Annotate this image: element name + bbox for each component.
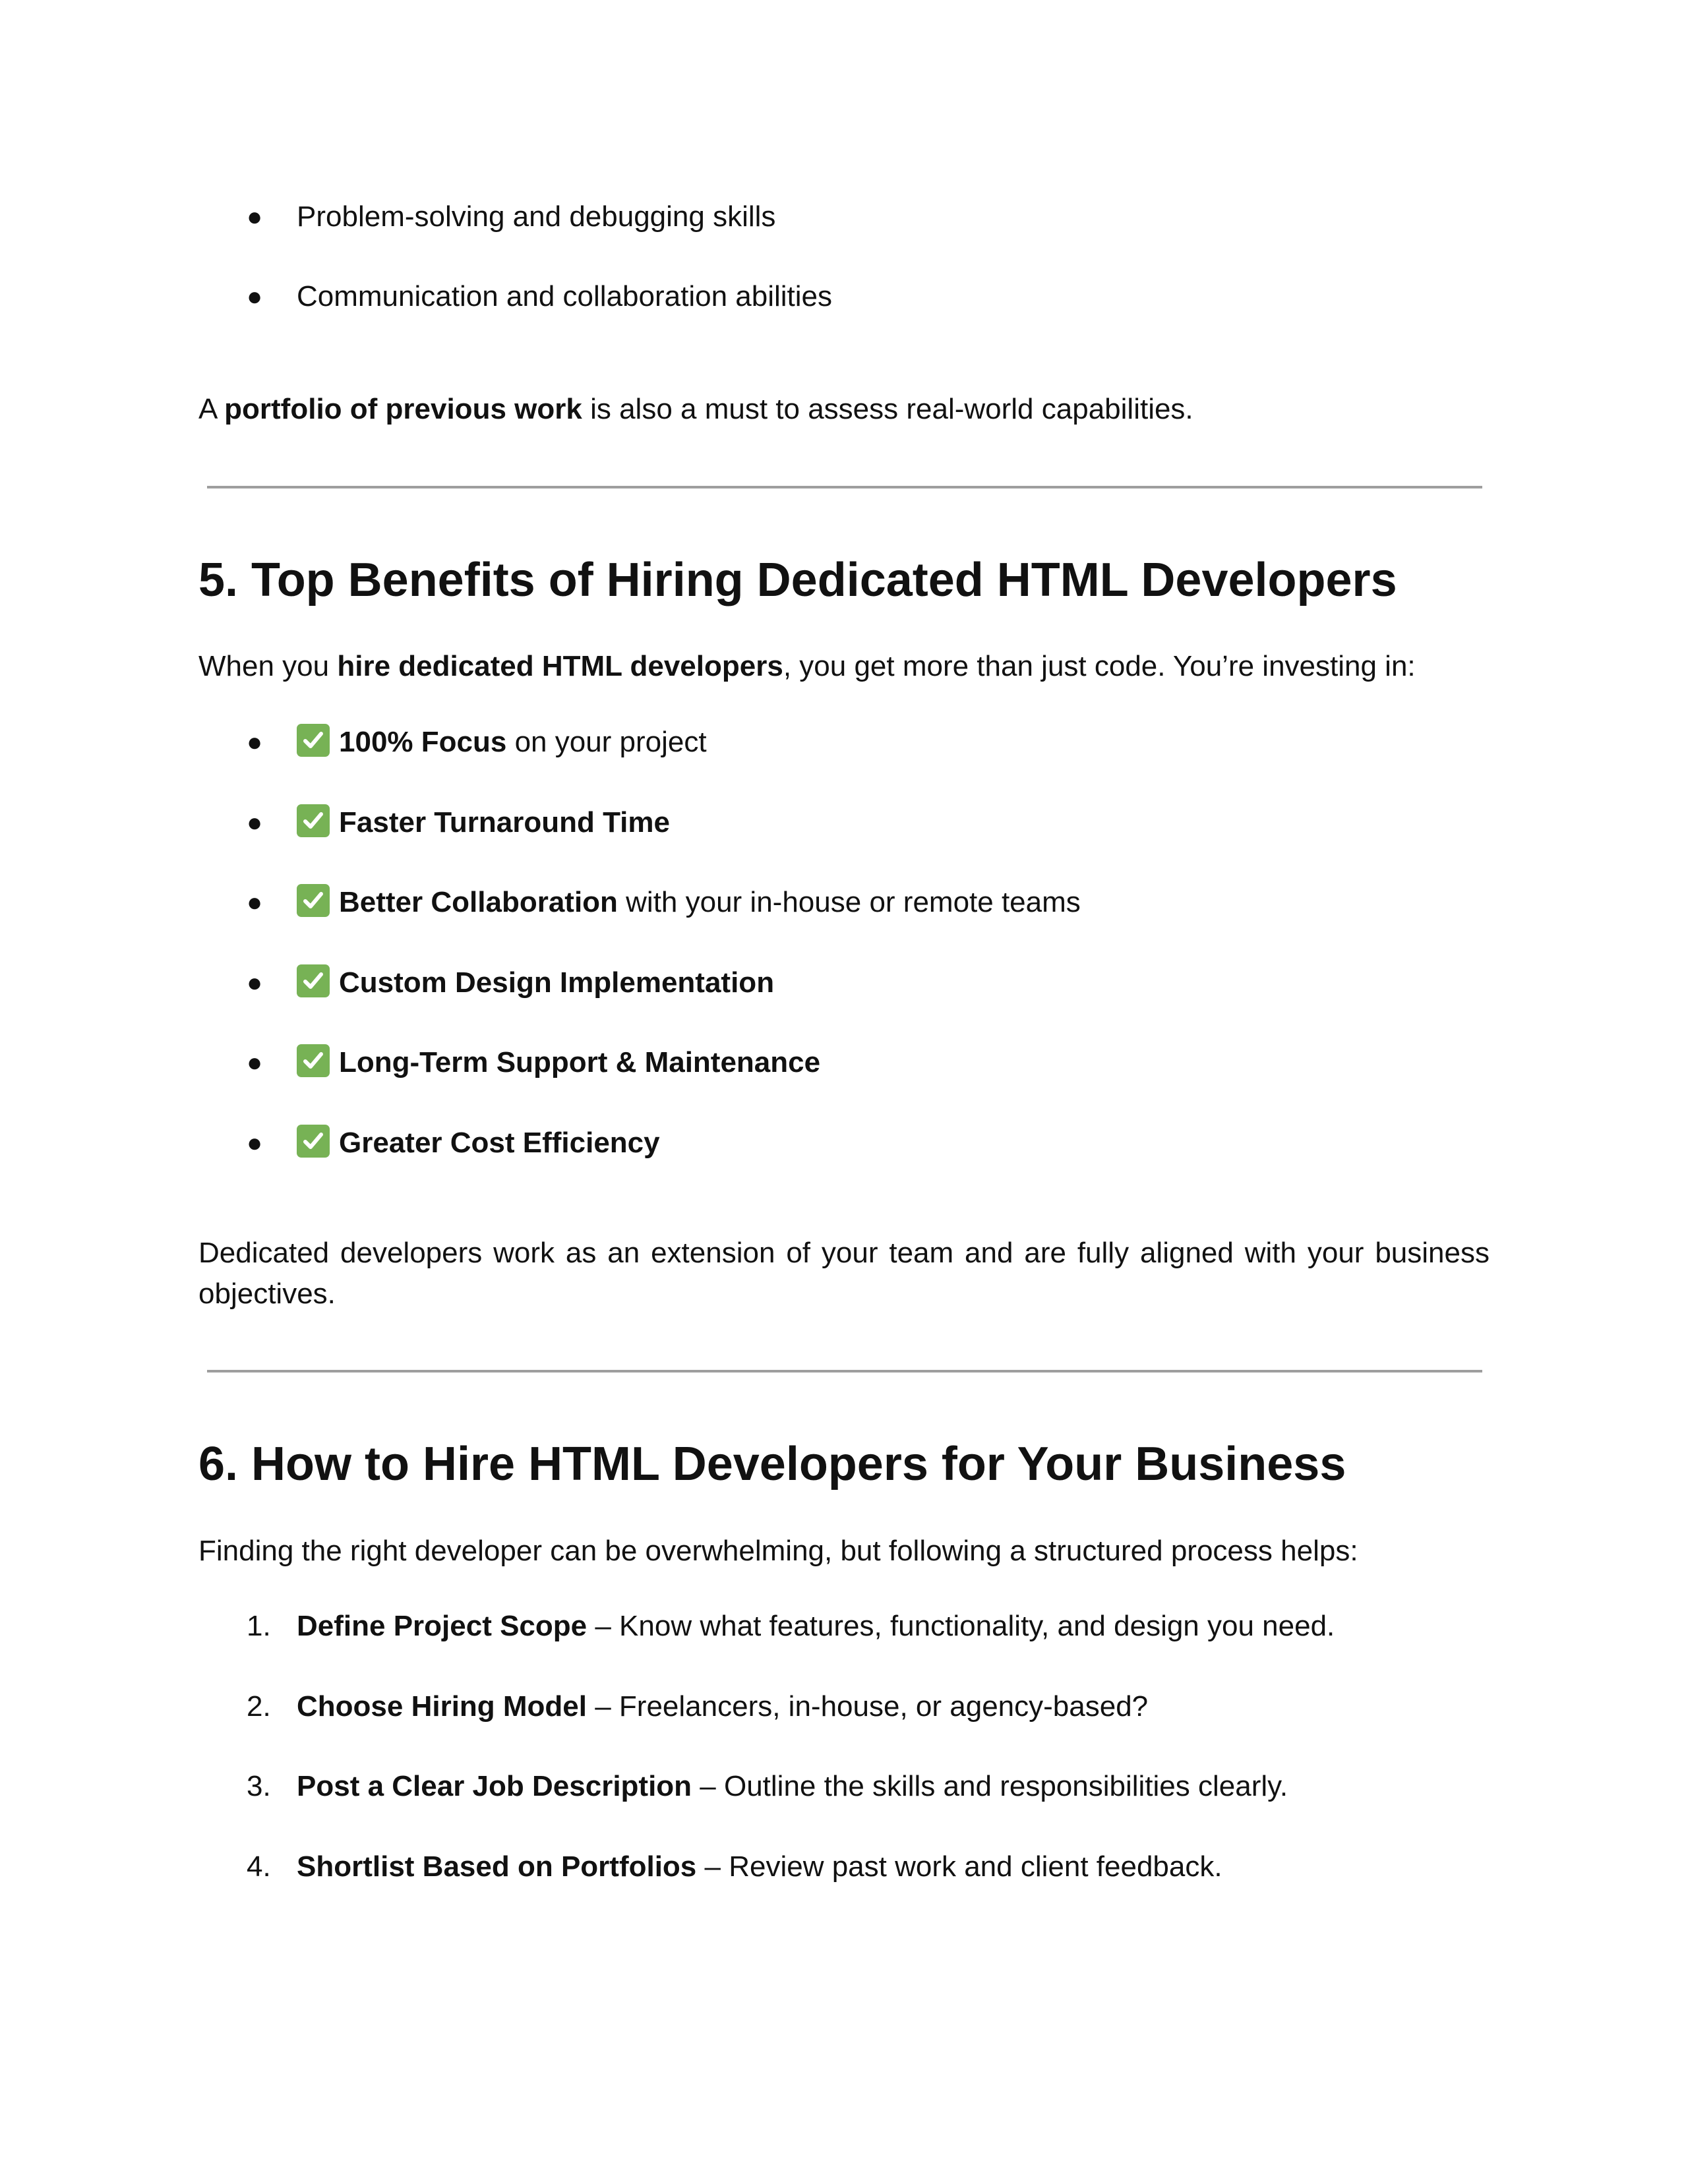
horizontal-rule — [207, 486, 1482, 488]
bullet-dot: ● — [247, 888, 263, 917]
check-mark-icon — [297, 804, 330, 837]
benefit-description: with your in-house or remote teams — [617, 886, 1081, 918]
benefit-item — [297, 1042, 820, 1083]
step-number: 4. — [247, 1850, 271, 1883]
bullet-dot: ● — [247, 728, 263, 757]
benefit-item — [297, 802, 670, 843]
check-mark-icon — [297, 724, 330, 757]
step-description: – Freelancers, in-house, or agency-based? — [587, 1690, 1149, 1723]
list-item: Problem-solving and debugging skills — [297, 200, 776, 233]
step-number: 3. — [247, 1770, 271, 1802]
section-heading: 6. How to Hire HTML Developers for Your Business — [198, 1438, 1346, 1490]
paragraph-bold-text: hire dedicated HTML developers — [337, 650, 783, 682]
paragraph-text: is also a must to assess real-world capabilities. — [582, 393, 1193, 425]
check-mark-icon — [297, 884, 330, 917]
paragraph-bold-text: portfolio of previous work — [224, 393, 582, 425]
benefit-item — [297, 722, 707, 763]
step-description: – Review past work and client feedback. — [696, 1850, 1222, 1883]
check-mark-icon — [297, 1044, 330, 1077]
benefit-title: Better Collaboration — [339, 886, 618, 918]
benefit-title: Long-Term Support & Maintenance — [339, 1046, 821, 1078]
step-title: Post a Clear Job Description — [297, 1770, 692, 1802]
benefit-description: on your project — [506, 726, 707, 758]
bullet-dot: ● — [247, 282, 263, 311]
section-intro — [198, 646, 1416, 687]
bullet-dot: ● — [247, 1129, 263, 1158]
step-title: Shortlist Based on Portfolios — [297, 1850, 697, 1883]
step-number: 2. — [247, 1690, 271, 1723]
check-mark-icon — [297, 964, 330, 997]
benefit-title: Custom Design Implementation — [339, 966, 775, 999]
benefit-title: Greater Cost Efficiency — [339, 1127, 660, 1159]
check-mark-icon — [297, 1125, 330, 1158]
section-closing-paragraph: Dedicated developers work as an extension of your team and are fully aligned with your business objectives. — [198, 1237, 1490, 1310]
benefit-item — [297, 962, 774, 1003]
step-number: 1. — [247, 1610, 271, 1642]
step-item — [297, 1686, 1148, 1727]
bullet-dot: ● — [247, 202, 263, 231]
paragraph-text: , you get more than just code. You’re investing in: — [783, 650, 1416, 682]
benefit-title: 100% Focus — [339, 726, 507, 758]
step-item — [297, 1846, 1222, 1887]
paragraph-text: When you — [198, 650, 338, 682]
portfolio-paragraph — [198, 389, 1193, 430]
step-title: Define Project Scope — [297, 1610, 588, 1642]
benefit-item — [297, 882, 1081, 923]
step-item — [297, 1766, 1288, 1807]
horizontal-rule — [207, 1370, 1482, 1372]
step-description: – Outline the skills and responsibilities clearly. — [692, 1770, 1288, 1802]
section-intro: Finding the right developer can be overwhelming, but following a structured process helps: — [198, 1535, 1358, 1567]
step-item — [297, 1606, 1335, 1647]
benefit-title: Faster Turnaround Time — [339, 806, 671, 839]
section-heading: 5. Top Benefits of Hiring Dedicated HTML Developers — [198, 554, 1397, 606]
bullet-dot: ● — [247, 968, 263, 997]
bullet-dot: ● — [247, 1048, 263, 1077]
step-title: Choose Hiring Model — [297, 1690, 587, 1723]
bullet-dot: ● — [247, 808, 263, 837]
list-item: Communication and collaboration abilities — [297, 280, 833, 312]
benefit-item — [297, 1123, 660, 1164]
paragraph-text: A — [198, 393, 225, 425]
step-description: – Know what features, functionality, and design you need. — [587, 1610, 1335, 1642]
